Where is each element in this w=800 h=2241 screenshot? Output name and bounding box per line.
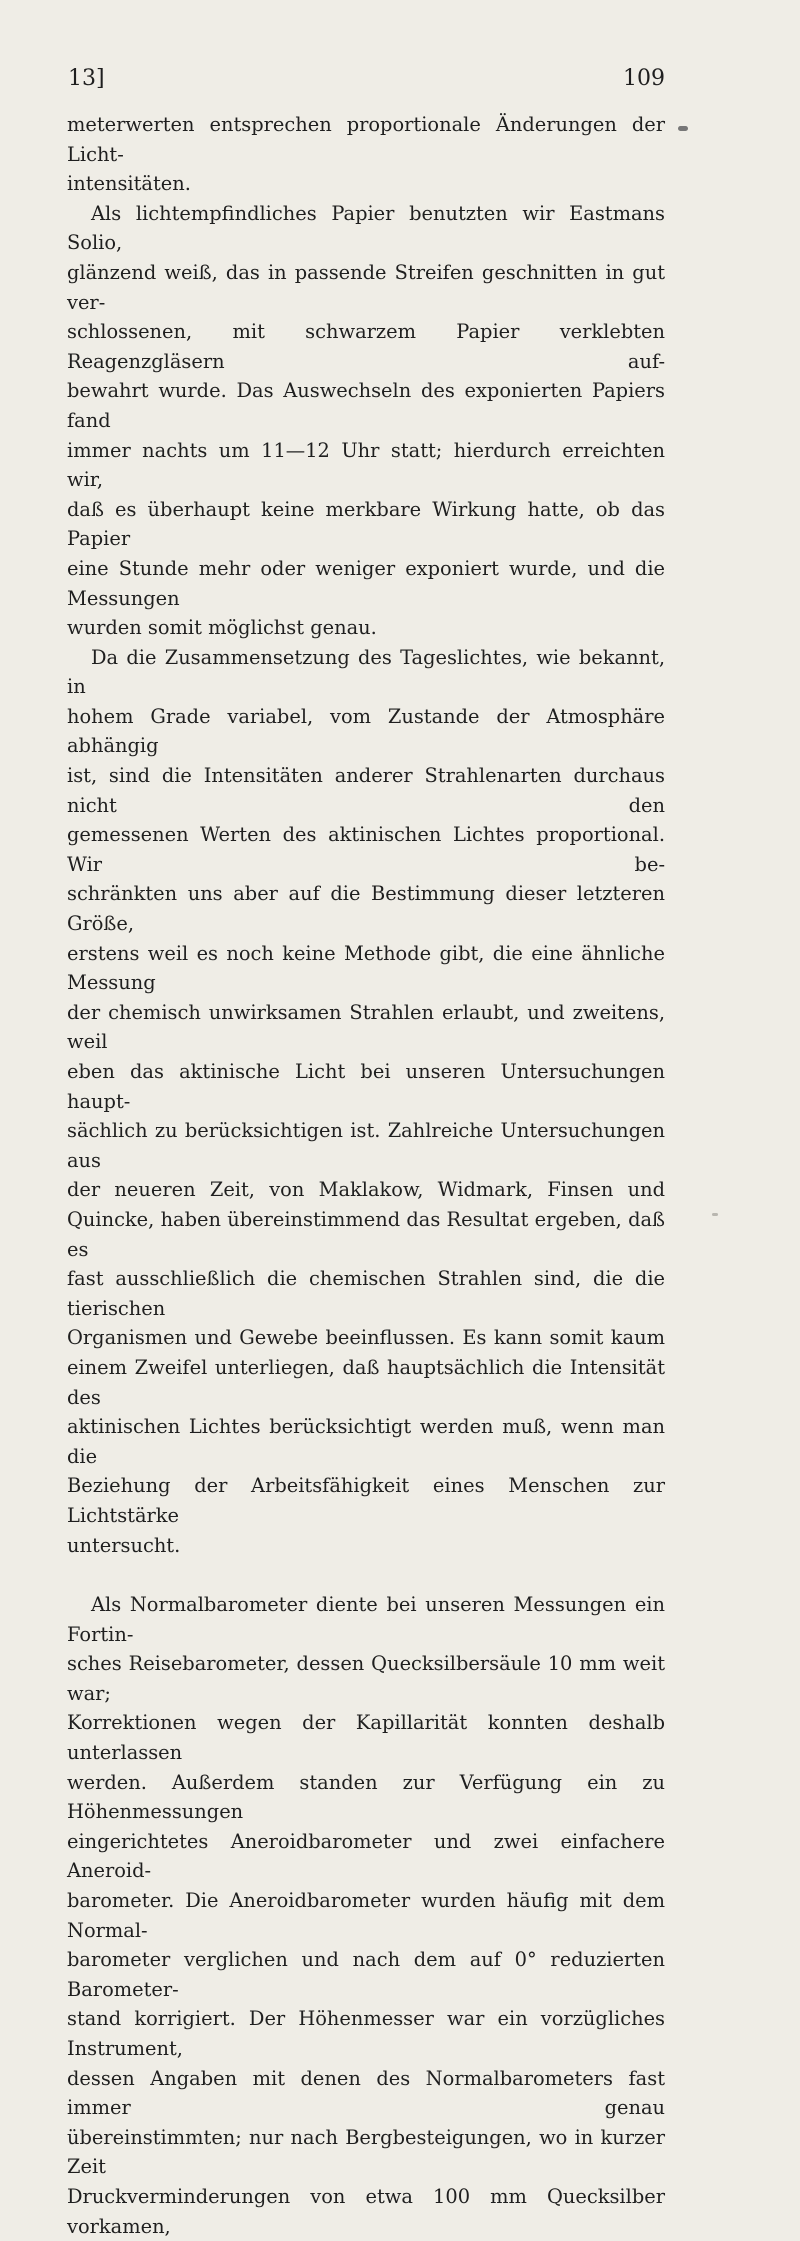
paper-speck bbox=[712, 1213, 718, 1216]
text-line: übereinstimmten; nur nach Bergbesteigungen, wo in kurzer Zeit bbox=[67, 2125, 665, 2179]
paragraph-1 bbox=[67, 110, 665, 199]
text-line: dessen Angaben mit denen des Normalbarometers fast immer genau bbox=[67, 2066, 665, 2120]
text-line: immer nachts um 11—12 Uhr statt; hierdurch erreichten wir, bbox=[67, 438, 665, 492]
text-line: untersucht. bbox=[67, 1533, 181, 1557]
text-line: bewahrt wurde. Das Auswechseln des exponierten Papiers fand bbox=[67, 379, 665, 432]
text-line: ist, sind die Intensitäten anderer Strahlenarten durchaus nicht den bbox=[67, 764, 665, 817]
text-line: eingerichtetes Aneroidbarometer und zwei einfachere Aneroid- bbox=[67, 1829, 665, 1883]
margin-mark bbox=[678, 126, 688, 131]
text-line: schlossenen, mit schwarzem Papier verklebten Reagenzgläsern auf- bbox=[67, 320, 665, 373]
text-line: Als Normalbarometer diente bei unseren Messungen ein Fortin- bbox=[67, 1593, 665, 1646]
text-line: gemessenen Werten des aktinischen Lichtes proportional. Wir be- bbox=[67, 823, 665, 876]
text-line: barometer. Die Aneroidbarometer wurden häufig mit dem Normal- bbox=[67, 1889, 665, 1942]
text-line: meterwerten entsprechen proportionale Änderungen der Licht- bbox=[67, 113, 665, 166]
text-line: Da die Zusammensetzung des Tageslichtes, wie bekannt, in bbox=[67, 645, 665, 699]
text-line: Beziehung der Arbeitsfähigkeit eines Menschen zur Lichtstärke bbox=[67, 1474, 665, 1527]
paragraph-3 bbox=[67, 643, 665, 1560]
text-line: erstens weil es noch keine Methode gibt, die eine ähnliche Messung bbox=[67, 941, 665, 995]
text-line: schränkten uns aber auf die Bestimmung dieser letzteren Größe, bbox=[67, 882, 665, 936]
text-line: hohem Grade variabel, vom Zustande der Atmosphäre abhängig bbox=[67, 704, 665, 758]
text-line: aktinischen Lichtes berücksichtigt werden muß, wenn man die bbox=[67, 1415, 665, 1468]
text-line: sächlich zu berücksichtigen ist. Zahlreiche Untersuchungen aus bbox=[67, 1119, 665, 1172]
text-line: stand korrigiert. Der Höhenmesser war ein vorzügliches Instrument, bbox=[67, 2007, 665, 2060]
text-line: Organismen und Gewebe beeinflussen. Es kann somit kaum bbox=[67, 1326, 665, 1350]
text-line: werden. Außerdem standen zur Verfügung ein zu Höhenmessungen bbox=[67, 1770, 665, 1824]
text-line: glänzend weiß, das in passende Streifen geschnitten in gut ver- bbox=[67, 260, 665, 314]
text-line: eben das aktinische Licht bei unseren Untersuchungen haupt- bbox=[67, 1060, 665, 1113]
text-line: Korrektionen wegen der Kapillarität konnten deshalb unterlassen bbox=[67, 1711, 665, 1765]
text-line: daß es überhaupt keine merkbare Wirkung hatte, ob das Papier bbox=[67, 497, 665, 551]
text-line: Druckverminderungen von etwa 100 mm Quecksilber vorkamen, bbox=[67, 2184, 665, 2238]
running-header bbox=[68, 66, 665, 91]
page-number: 109 bbox=[623, 66, 665, 91]
text-line: barometer verglichen und nach dem auf 0° reduzierten Barometer- bbox=[67, 1948, 665, 2001]
text-line: einem Zweifel unterliegen, daß hauptsächlich die Intensität des bbox=[67, 1355, 665, 1409]
text-line: fast ausschließlich die chemischen Strahlen sind, die die tierischen bbox=[67, 1267, 665, 1320]
chapter-number: 13] bbox=[68, 66, 105, 91]
text-line: der neueren Zeit, von Maklakow, Widmark, Finsen und bbox=[67, 1178, 665, 1202]
body-text bbox=[67, 110, 665, 2241]
paragraph-2 bbox=[67, 199, 665, 643]
text-line: intensitäten. bbox=[67, 172, 191, 196]
text-line: wurden somit möglichst genau. bbox=[67, 616, 377, 640]
text-line: sches Reisebarometer, dessen Quecksilbersäule 10 mm weit war; bbox=[67, 1652, 665, 1705]
text-line: Als lichtempfindliches Papier benutzten wir Eastmans Solio, bbox=[67, 201, 665, 255]
text-line: der chemisch unwirksamen Strahlen erlaubt, und zweitens, weil bbox=[67, 1000, 665, 1054]
paragraph-4 bbox=[67, 1590, 665, 2241]
text-line: Quincke, haben übereinstimmend das Resultat ergeben, daß es bbox=[67, 1207, 665, 1261]
text-line: eine Stunde mehr oder weniger exponiert wurde, und die Messungen bbox=[67, 556, 665, 610]
